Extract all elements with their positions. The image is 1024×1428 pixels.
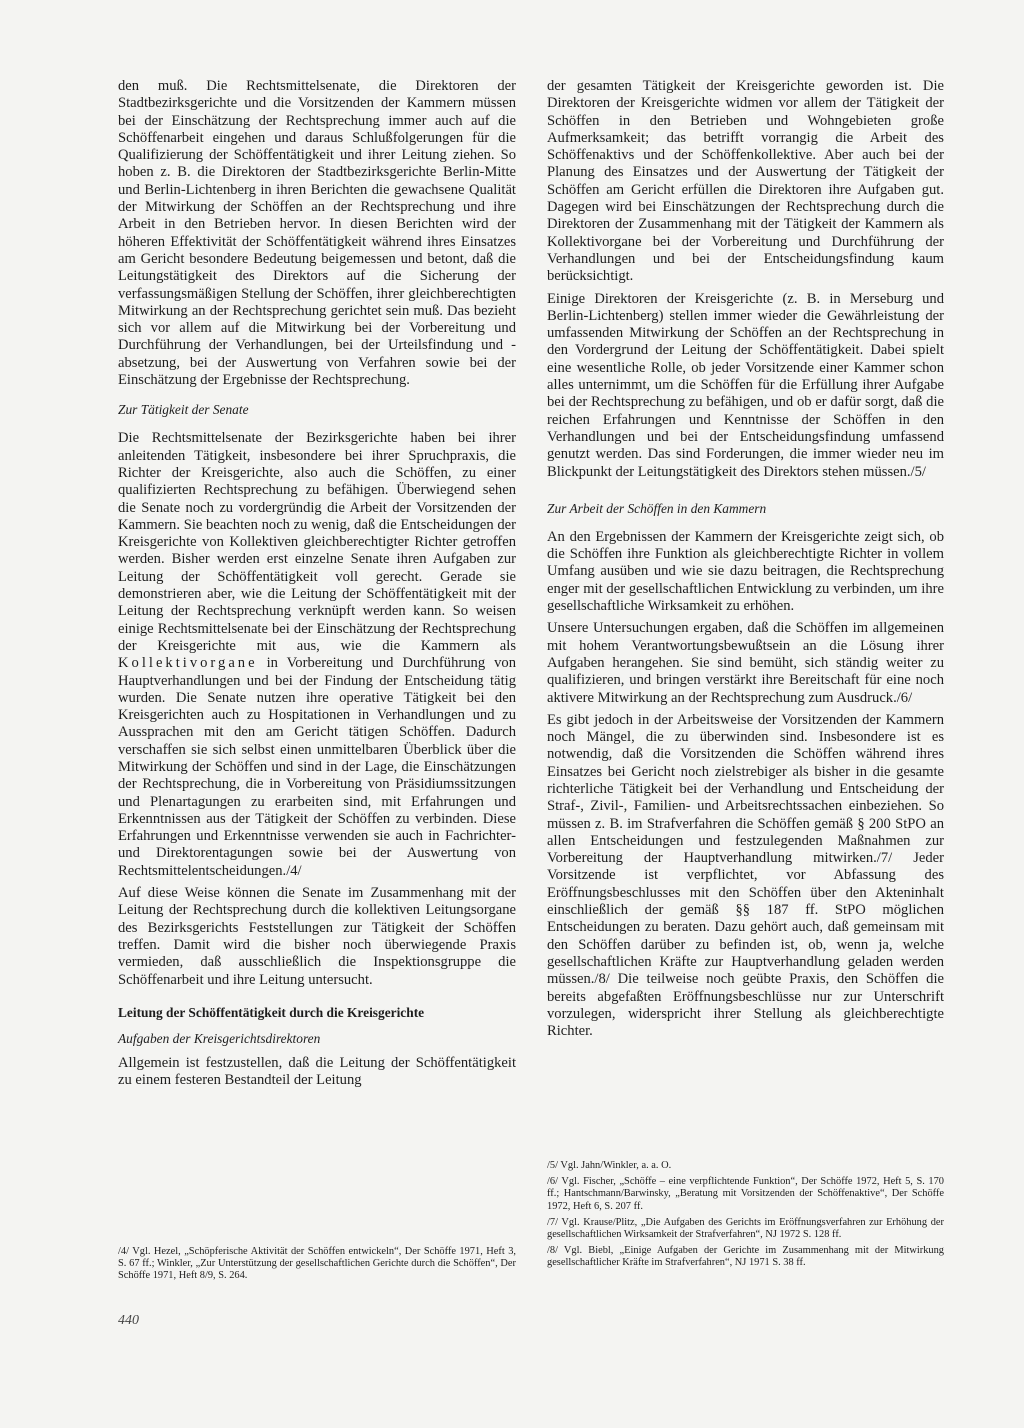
- body-paragraph: Auf diese Weise können die Senate im Zusammenhang mit der Leitung der Rechtsprechung durch die kollektiven Leitungsorgane des Bezirksgerichts Feststellungen zur Tätigkeit der Schöffen treffen. Damit wird die bisher noch überwiegende Praxis vermieden, daß ausschließlich die Inspektionsgruppe die Schöffenarbeit und ihre Leitung untersucht.: [118, 885, 516, 988]
- body-paragraph: An den Ergebnissen der Kammern der Kreisgerichte zeigt sich, ob die Schöffen ihre Funktion als gleichberechtigte Richter in vollem Umfang ausüben und wie sie dazu beitragen, die Rechtsprechung enger mit der gesellschaftlichen Entwicklung zu verbinden, um ihre gesellschaftliche Wirksamkeit zu erhöhen.: [547, 528, 944, 615]
- footnote: /5/ Vgl. Jahn/Winkler, a. a. O.: [547, 1160, 672, 1171]
- right-column: [547, 78, 944, 1045]
- body-paragraph: Allgemein ist festzustellen, daß die Leitung der Schöffentätigkeit zu einem festeren Bestandteil der Leitung: [118, 1054, 516, 1089]
- body-paragraph: Einige Direktoren der Kreisgerichte (z. B. in Merseburg und Berlin-Lichtenberg) stellen immer wieder die Gewährleistung der umfassenden Mitwirkung der Schöffen an der Rechtsprechung in den Vordergrund der Leitung der Schöffentätigkeit. Dabei spielt eine wesentliche Rolle, ob jeder Vorsitzende einer Kammer schon alles unternimmt, um die Schöffen für die Erfüllung ihrer Aufgabe bei der Rechtsprechung zu befähigen, und ob er dafür sorgt, daß die reichen Erfahrungen und Kenntnisse der Schöffen in den Verhandlungen und bei der Entscheidungsfindung umfassend genutzt werden. Das sind Forderungen, die immer wieder neu im Blickpunkt der Leitungstätigkeit des Direktors stehen müssen./5/: [547, 290, 944, 480]
- body-paragraph: Unsere Untersuchungen ergaben, daß die Schöffen im allgemeinen mit hohem Verantwortungsbewußtsein an die Lösung ihrer Aufgaben herangehen. Sie sind bemüht, sich ständig weiter zu qualifizieren, und bringen verstärkt ihre Bereitschaft für eine noch aktivere Mitwirkung an der Rechtsprechung zum Ausdruck./6/: [547, 620, 944, 706]
- footnotes-left: [118, 1246, 516, 1287]
- body-paragraph: Es gibt jedoch in der Arbeitsweise der Vorsitzenden der Kammern noch Mängel, die zu überwinden sind. Insbesondere ist es notwendig, daß die Vorsitzenden die Schöffen während ihres Einsatzes bei Gericht noch zielstrebiger als bisher in die gesamte richterliche Tätigkeit bei der Verhandlung und Entscheidung der Straf-, Zivil-, Familien- und Arbeitsrechtssachen einbeziehen. So müssen z. B. im Strafverfahren die Schöffen gemäß § 200 StPO an allen Entscheidungen und festzulegenden Maßnahmen zur Vorbereitung der Hauptverhandlung mitwirken./7/ Jeder Vorsitzende ist verpflichtet, vor Abfassung des Eröffnungsbeschlusses mit den Schöffen über den Akteninhalt einschließlich der gemäß §§ 187 ff. StPO möglichen Entscheidungen zu beraten. Dazu gehört auch, daß gemeinsam mit den Schöffen darüber zu befinden ist, ob, wenn ja, welche gesellschaftlichen Kräfte zur Hauptverhandlung geladen werden müssen./8/ Die teilweise noch geübte Praxis, den Schöffen die bereits abgefaßten Eröffnungsbeschlüsse nur zur Unterschrift vorzulegen, widerspricht ihrer Stellung als gleichberechtigte Richter.: [547, 711, 944, 1040]
- footnotes-right: [547, 1160, 944, 1274]
- paragraph-text: Die Rechtsmittelsenate der Bezirksgerichte haben bei ihrer anleitenden Tätigkeit, insbesondere bei ihrer Spruchpraxis, die Richter der Kreisgerichte, also auch die Schöffen, zu einer qualifizierten Rechtsprechung zu befähigen. Überwiegend sehen die Senate noch zu vordergründig die Arbeit der Vorsitzenden der Kammern. Sie beachten noch zu wenig, daß die Entscheidungen der Kreisgerichte von Kollektiven gleichberechtigter Richter getroffen werden. Bisher werden erst einzelne Senate ihren Aufgaben zur Leitung der Schöffentätigkeit voll gerecht. Gerade sie demonstrieren aber, wie die Leitung der Schöffentätigkeit mit der Leitung der Rechtsprechung verknüpft werden kann. So weisen einige Rechtsmittelsenate bei der Einschätzung der Rechtsprechung der Kreisgerichte mit aus, wie die Kammern als: [118, 430, 516, 654]
- page-number: 440: [118, 1313, 139, 1328]
- body-paragraph: [118, 430, 516, 880]
- subheading-directors: Aufgaben der Kreisgerichtsdirektoren: [118, 1030, 321, 1046]
- emphasized-term: Kollektivorgane: [118, 655, 258, 672]
- paragraph-text: in Vorbereitung und Durchführung von Hauptverhandlungen und bei der Findung der Entscheidung tätig wurden. Die Senate nutzen ihre operative Tätigkeit bei den Kreisgerichten auch zu Hospitationen in Verhandlungen und zu Aussprachen mit den am Gericht tätigen Schöffen. Dadurch verschaffen sie sich selbst einen unmittelbaren Überblick über die Mitwirkung der Schöffen und sind in der Lage, die Einschätzungen der Rechtsprechung, die in Vorbereitung von Präsidiumssitzungen und Plenartagungen zu erarbeiten sind, mit Erfahrungen und Erkenntnissen aus der Tätigkeit der Schöffen zu verbinden. Diese Erfahrungen und Erkenntnisse verwenden sie auch in Fachrichter- und Direktorentagungen sowie bei der Auswertung von Rechtsmittelentscheidungen./4/: [118, 655, 517, 879]
- subheading-kammern: Zur Arbeit der Schöffen in den Kammern: [547, 500, 767, 516]
- body-paragraph: den muß. Die Rechtsmittelsenate, die Direktoren der Stadtbezirksgerichte und die Vorsitzenden der Kammern müssen bei der Einschätzung der Rechtsprechung immer auch auf die Schöffenarbeit eingehen und daraus Schlußfolgerungen für die Qualifizierung der Schöffentätigkeit und ihrer Leitung ziehen. So hoben z. B. die Direktoren der Stadtbezirksgerichte Berlin-Mitte und Berlin-Lichtenberg in ihren Berichten die gewachsene Qualität der Mitwirkung der Schöffen an der Rechtsprechung und ihre Arbeit in den Betrieben hervor. In diesen Berichten wird der höheren Effektivität der Schöffentätigkeit während ihres Einsatzes am Gericht besondere Bedeutung beigemessen und betont, daß die Leitungstätigkeit des Direktors auf die Sicherung der verfassungsmäßigen Stellung der Schöffen, ihrer gleichberechtigten Mitwirkung an der Rechtsprechung gerichtet sein muß. Das bezieht sich vor allem auf die Mitwirkung bei der Vorbereitung und Durchführung der Verhandlungen, bei der Urteilsfindung und -absetzung, bei der Auswertung von Verfahren sowie bei der Einschätzung der Ergebnisse der Rechtsprechung.: [118, 78, 516, 389]
- footnote: /8/ Vgl. Biebl, „Einige Aufgaben der Gerichte im Zusammenhang mit der Mitwirkung gesellschaftlicher Kräfte im Strafverfahren“, NJ 1971 S. 38 ff.: [547, 1245, 944, 1269]
- footnote: /4/ Vgl. Hezel, „Schöpferische Aktivität der Schöffen entwickeln“, Der Schöffe 1971, Heft 3, S. 67 ff.; Winkler, „Zur Unterstützung der gesellschaftlichen Gerichte durch die Schöffen“, Der Schöffe 1971, Heft 8/9, S. 264.: [118, 1246, 516, 1282]
- section-heading: Leitung der Schöffentätigkeit durch die Kreisgerichte: [118, 1004, 425, 1020]
- left-column: [118, 78, 516, 1094]
- footnote: /6/ Vgl. Fischer, „Schöffe – eine verpflichtende Funktion“, Der Schöffe 1972, Heft 5, S. 170 ff.; Hantschmann/Barwinsky, „Beratung mit Vorsitzenden der Schöffenaktive“, Der Schöffe 1972, Heft 6, S. 207 ff.: [547, 1176, 944, 1212]
- footnote: /7/ Vgl. Krause/Plitz, „Die Aufgaben des Gerichts im Eröffnungsverfahren zur Erhöhung der gesellschaftlichen Wirksamkeit der Strafverfahren“, NJ 1972 S. 128 ff.: [547, 1216, 944, 1241]
- body-paragraph: der gesamten Tätigkeit der Kreisgerichte geworden ist. Die Direktoren der Kreisgerichte widmen vor allem der Tätigkeit der Schöffen in den Betrieben und Wohngebieten große Aufmerksamkeit; das betrifft vorrangig die Arbeit des Schöffenaktivs und der Schöffenkollektive. Aber auch bei der Planung des Einsatzes und der Auswertung der Tätigkeit der Schöffen am Gericht erfüllen die Direktoren ihre Aufgaben gut. Dagegen wird bei Einschätzungen der Rechtsprechung durch die Direktoren der Zusammenhang mit der Tätigkeit der Kammern als Kollektivorgane bei der Vorbereitung und Durchführung der Verhandlungen und bei der Entscheidungsfindung kaum berücksichtigt.: [547, 78, 944, 285]
- subheading-senate: Zur Tätigkeit der Senate: [118, 402, 249, 418]
